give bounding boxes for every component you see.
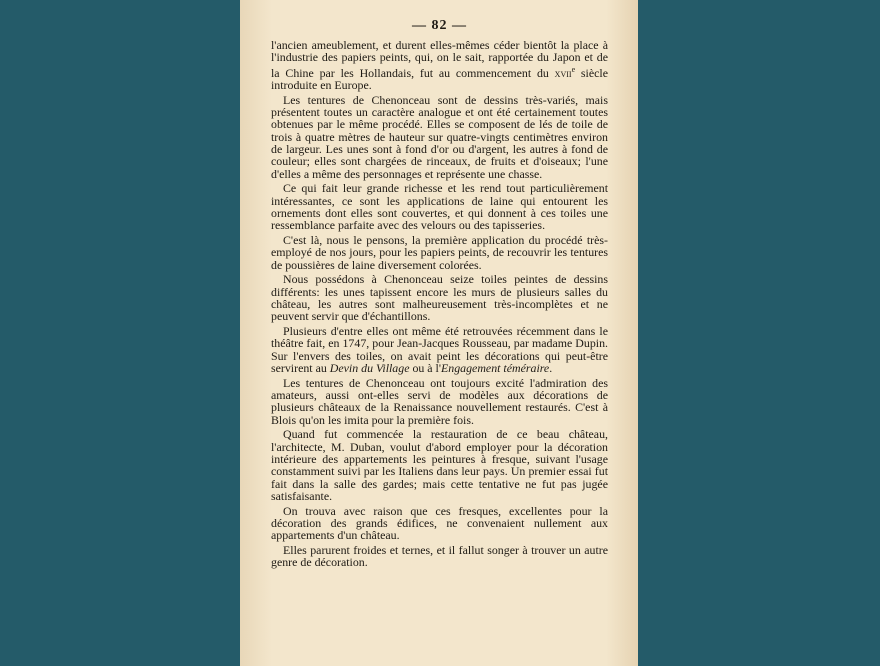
page-number: — 82 — xyxy=(412,18,467,33)
paragraph-3: Ce qui fait leur grande richesse et les rend tout particulièrement intéressantes, ce sont les applications de laine qui entourent les ornements dont elles sont couvertes, et qui donnent à ces toiles une ressemblance parfaite avec des velours ou des tapisseries. xyxy=(271,181,608,233)
paragraph-1: l'ancien ameublement, et durent elles-mêmes céder bientôt la place à l'industrie des papiers peints, qui, on le sait, rapportée du Japon et de la Chine par les Hollandais, fut au commencement du xvii$^e$ siècle introduite en Europe. xyxy=(271,38,608,92)
page-body xyxy=(271,39,608,569)
paragraph-2: Les tentures de Chenonceau sont de dessins très-variés, mais présentent toutes un caractère analogue et ont été certainement toutes obtenues par le même procédé. Elles se composent de lés de toile de trois à quatre mètres de hauteur sur quatre-vingts centimètres environ de largeur. Les unes sont à fond d'or ou d'argent, les autres à fond de couleur; elles sont chargées de rinceaux, de fruits et d'oiseaux; l'une d'elles a même des personnages et représente une chasse. xyxy=(271,92,608,181)
paragraph-6: Plusieurs d'entre elles ont même été retrouvées récemment dans le théâtre fait, en 1747, pour Jean-Jacques Rousseau, par madame Dupin. Sur l'envers des toiles, on avait peint les décorations qui peut-être servirent au Devin du Village ou à l'Engagement téméraire. xyxy=(271,324,608,376)
book-page xyxy=(240,0,638,666)
paragraph-4: C'est là, nous le pensons, la première application du procédé très-employé de nos jours, pour les papiers peints, de recouvrir les tentures de poussières de laine diversement colorées. xyxy=(271,233,608,272)
paragraph-10: Elles parurent froides et ternes, et il fallut songer à trouver un autre genre de décoration. xyxy=(271,543,608,570)
paragraph-7: Les tentures de Chenonceau ont toujours excité l'admiration des amateurs, aussi ont-elles servi de modèles aux décorations de plusieurs châteaux de la Renaissance nouvellement restaurés. C'est à Blois qu'on les imita pour la première fois. xyxy=(271,375,608,427)
paragraph-9: On trouva avec raison que ces fresques, excellentes pour la décoration des grands édifices, ne convenaient nullement aux appartements d'un château. xyxy=(271,503,608,543)
paragraph-8: Quand fut commencée la restauration de ce beau château, l'architecte, M. Duban, voulut d'abord employer pour la décoration intérieure des appartements les peintures à fresque, suivant l'usage constamment suivi par les Italiens dans leur pays. Un premier essai fut fait dans la salle des gardes; mais cette tentative ne fut pas jugée satisfaisante. xyxy=(271,427,608,504)
paragraph-5: Nous possédons à Chenonceau seize toiles peintes de dessins différents: les unes tapissent encore les murs de plusieurs salles du château, les autres sont malheureusement très-incomplètes et ne peuvent servir que d'échantillons. xyxy=(271,272,608,324)
